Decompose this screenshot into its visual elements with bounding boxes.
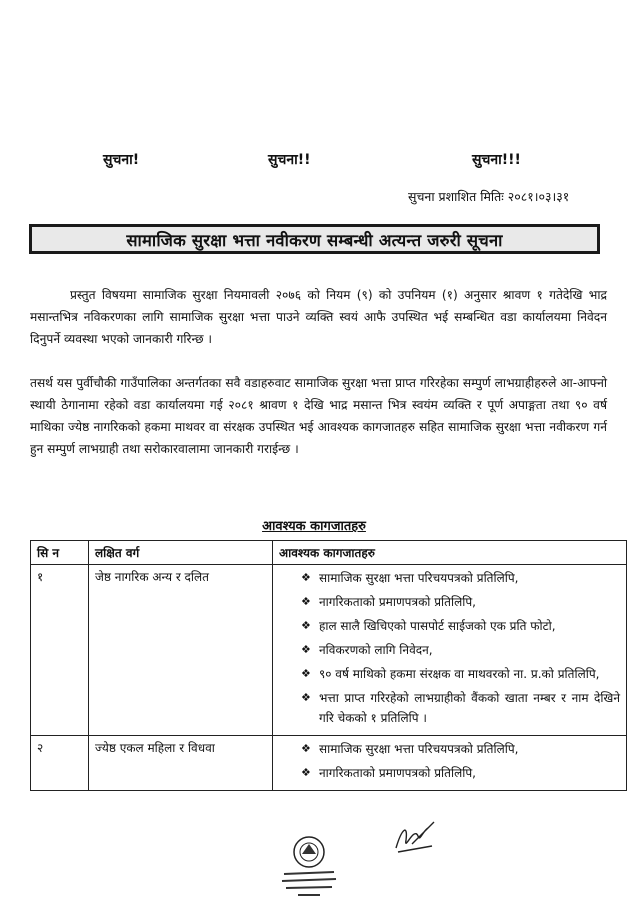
diamond-bullet-icon: ❖: [301, 691, 311, 704]
notice-header-row: [0, 150, 628, 170]
notice-heading-1: सुचना!: [103, 152, 140, 168]
doc-item-text: नविकरणको लागि निवेदन,: [319, 643, 433, 657]
required-docs-heading-text: आवश्यक कागजातहरु: [262, 519, 366, 534]
doc-item: [301, 763, 620, 783]
row-docs: [273, 565, 627, 736]
published-date: सुचना प्रशाशित मितिः २०८१।०३।३१: [408, 189, 570, 204]
row-group: जेष्ठ नागरिक अन्य र दलित: [89, 565, 273, 736]
office-seal-icon: [276, 832, 342, 902]
notice-heading-3: सुचना!!!: [472, 152, 521, 168]
doc-item-text: सामाजिक सुरक्षा भत्ता परिचयपत्रको प्रतिलिपि,: [319, 571, 519, 585]
doc-item-text: हाल सालै खिचिएको पासपोर्ट साईजको एक प्रति फोटो,: [319, 619, 556, 633]
doc-item: [301, 739, 620, 759]
title-banner: [29, 224, 600, 254]
doc-list: [279, 739, 620, 783]
diamond-bullet-icon: ❖: [301, 595, 311, 608]
doc-item-text: सामाजिक सुरक्षा भत्ता परिचयपत्रको प्रतिलिपि,: [319, 742, 519, 756]
doc-item: [301, 688, 620, 728]
row-sn: १: [31, 565, 89, 736]
paragraph-1: प्रस्तुत विषयमा सामाजिक सुरक्षा नियमावली २०७६ को नियम (९) को उपनियम (१) अनुसार श्रावण १ गतेदेखि भाद्र मसान्तभित्र नविकरणका लागि सामाजिक सुरक्षा भत्ता पाउने व्यक्ति स्वयं आफै उपस्थित भई सम्बन्धित वडा कार्यालयमा निवेदन दिनुपर्ने व्यवस्था भएको जानकारी गरिन्छ ।: [30, 288, 607, 346]
diamond-bullet-icon: ❖: [301, 667, 311, 680]
column-header-sn: सि न: [31, 541, 89, 565]
doc-item: [301, 664, 620, 684]
required-docs-table: [30, 540, 627, 791]
notice-heading-2: सुचना!!: [268, 152, 311, 168]
doc-item-text: भत्ता प्राप्त गरिरहेको लाभग्राहीको वैंकको खाता नम्बर र नाम देखिने गरि चेकको १ प्रतिलिपि ।: [319, 691, 620, 725]
diamond-bullet-icon: ❖: [301, 643, 311, 656]
row-group: ज्येष्ठ एकल महिला र विधवा: [89, 736, 273, 791]
signature-icon: [392, 818, 438, 858]
doc-item: [301, 616, 620, 636]
column-header-group: लक्षित वर्ग: [89, 541, 273, 565]
doc-item: [301, 640, 620, 660]
table-row: [31, 736, 627, 791]
doc-list: [279, 568, 620, 728]
doc-item-text: नागरिकताको प्रमाणपत्रको प्रतिलिपि,: [319, 766, 476, 780]
row-docs: [273, 736, 627, 791]
doc-item-text: ९० वर्ष माथिको हकमा संरक्षक वा माथवरको ना. प्र.को प्रतिलिपि,: [319, 667, 600, 681]
row-sn: २: [31, 736, 89, 791]
doc-item: [301, 592, 620, 612]
diamond-bullet-icon: ❖: [301, 619, 311, 632]
diamond-bullet-icon: ❖: [301, 571, 311, 584]
diamond-bullet-icon: ❖: [301, 766, 311, 779]
column-header-docs: आवश्यक कागजातहरु: [273, 541, 627, 565]
table-row: [31, 565, 627, 736]
required-docs-heading: [0, 516, 628, 534]
doc-item-text: नागरिकताको प्रमाणपत्रको प्रतिलिपि,: [319, 595, 476, 609]
table-header-row: [31, 541, 627, 565]
doc-item: [301, 568, 620, 588]
paragraph-2: तसर्थ यस पुर्वीचौकी गाउँपालिका अन्तर्गतका सवै वडाहरुवाट सामाजिक सुरक्षा भत्ता प्राप्त गरिरहेका सम्पुर्ण लाभग्राहीहरुले आ-आफ्नो स्थायी ठेगानामा रहेको वडा कार्यालयमा गई २०८१ श्रावण १ देखि भाद्र मसान्त भित्र स्वयंम व्यक्ति र पूर्ण अपाङ्गता तथा ९० वर्ष माथिका ज्येष्ठ नागरिकको हकमा माथवर वा संरक्षक उपस्थित भई आवश्यक कागजातहरु सहित सामाजिक सुरक्षा भत्ता नवीकरण गर्न हुन सम्पुर्ण लाभग्राही तथा सरोकारवालामा जानकारी गराईन्छ ।: [30, 376, 607, 456]
diamond-bullet-icon: ❖: [301, 742, 311, 755]
document-title: सामाजिक सुरक्षा भत्ता नवीकरण सम्बन्धी अत्यन्त जरुरी सूचना: [126, 230, 503, 250]
